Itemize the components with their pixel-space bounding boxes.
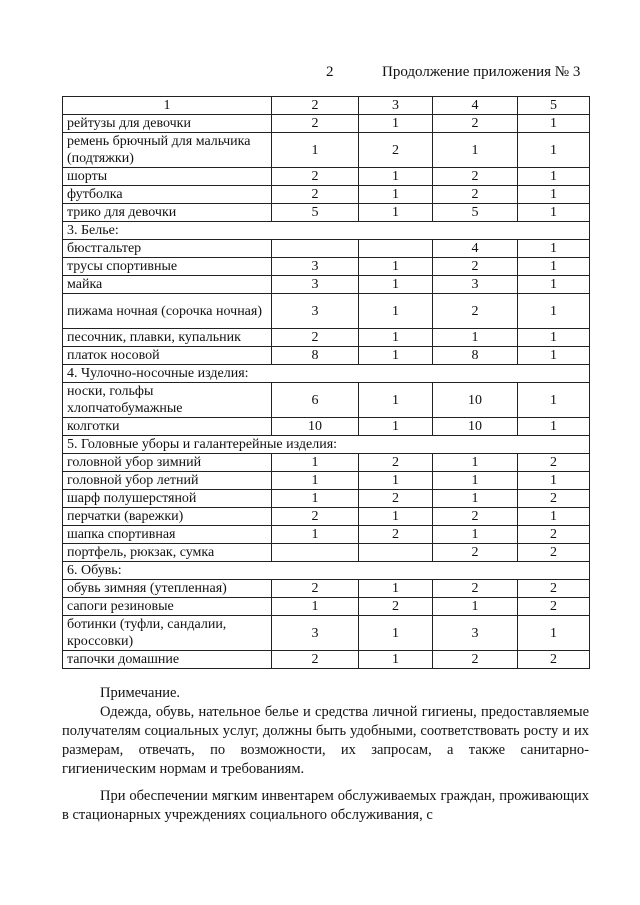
value-cell: 1 [359,347,433,365]
value-cell [272,544,359,562]
value-cell: 2 [433,580,518,598]
value-cell: 1 [359,276,433,294]
appendix-label: Продолжение приложения № 3 [382,64,581,80]
table-row [63,526,590,544]
table-row [63,133,590,168]
value-cell: 4 [433,240,518,258]
column-header: 2 [272,97,359,115]
value-cell: 2 [272,508,359,526]
value-cell: 1 [518,186,590,204]
section-title: 4. Чулочно-носочные изделия: [63,365,590,383]
table-row [63,329,590,347]
value-cell: 1 [518,294,590,329]
note-paragraph: При обеспечении мягким инвентарем обслуживаемых граждан, проживающих в стационарных учреждениях социального обслуживания, с [62,788,589,823]
value-cell [359,240,433,258]
item-name-cell: шарф полушерстяной [63,490,272,508]
table-row [63,580,590,598]
item-name-cell: сапоги резиновые [63,598,272,616]
section-title: 6. Обувь: [63,562,590,580]
value-cell: 2 [518,490,590,508]
value-cell: 5 [433,204,518,222]
note-title: Примечание. [100,685,181,701]
table-row [63,168,590,186]
value-cell: 2 [359,490,433,508]
table-row [63,258,590,276]
value-cell: 2 [518,651,590,669]
value-cell: 1 [359,383,433,418]
value-cell: 1 [518,276,590,294]
section-row [63,436,590,454]
value-cell: 1 [359,651,433,669]
value-cell: 2 [359,454,433,472]
value-cell: 1 [359,329,433,347]
item-name-cell: трико для девочки [63,204,272,222]
value-cell: 2 [433,508,518,526]
item-name-cell: пижама ночная (сорочка ночная) [63,294,272,329]
value-cell: 1 [359,294,433,329]
value-cell: 2 [518,454,590,472]
value-cell: 1 [518,347,590,365]
item-name-cell: песочник, плавки, купальник [63,329,272,347]
table-header-row [63,97,590,115]
value-cell: 3 [433,616,518,651]
value-cell: 1 [359,186,433,204]
value-cell: 1 [518,168,590,186]
value-cell: 5 [272,204,359,222]
value-cell: 1 [359,472,433,490]
value-cell: 2 [272,115,359,133]
value-cell: 1 [518,240,590,258]
column-header: 4 [433,97,518,115]
section-title: 5. Головные уборы и галантерейные изделия: [63,436,590,454]
value-cell: 2 [433,115,518,133]
value-cell: 2 [359,133,433,168]
value-cell: 6 [272,383,359,418]
value-cell: 1 [518,115,590,133]
value-cell: 10 [433,418,518,436]
value-cell: 3 [272,616,359,651]
value-cell [272,240,359,258]
column-header: 1 [63,97,272,115]
value-cell: 1 [518,329,590,347]
table-row [63,276,590,294]
page-header [0,64,640,84]
value-cell: 1 [359,418,433,436]
value-cell: 1 [359,616,433,651]
item-name-cell: тапочки домашние [63,651,272,669]
value-cell: 2 [272,186,359,204]
value-cell: 1 [359,258,433,276]
item-name-cell: трусы спортивные [63,258,272,276]
section-title: 3. Белье: [63,222,590,240]
section-row [63,365,590,383]
item-name-cell: ботинки (туфли, сандалии, кроссовки) [63,616,272,651]
item-name-cell: обувь зимняя (утепленная) [63,580,272,598]
value-cell: 1 [433,329,518,347]
value-cell: 2 [433,544,518,562]
value-cell: 2 [359,526,433,544]
table-row [63,186,590,204]
table-row [63,418,590,436]
value-cell: 3 [272,276,359,294]
value-cell: 2 [518,544,590,562]
table-row [63,454,590,472]
value-cell: 1 [359,580,433,598]
table-body [63,97,590,669]
item-name-cell: платок носовой [63,347,272,365]
value-cell: 1 [518,418,590,436]
item-name-cell: носки, гольфы хлопчатобумажные [63,383,272,418]
value-cell: 1 [433,454,518,472]
value-cell: 1 [433,472,518,490]
value-cell: 1 [518,258,590,276]
value-cell [359,544,433,562]
value-cell: 1 [518,472,590,490]
value-cell: 1 [272,526,359,544]
table-row [63,294,590,329]
table-row [63,508,590,526]
table-row [63,240,590,258]
value-cell: 8 [433,347,518,365]
value-cell: 1 [433,598,518,616]
value-cell: 1 [359,204,433,222]
value-cell: 1 [518,508,590,526]
value-cell: 1 [272,454,359,472]
item-name-cell: футболка [63,186,272,204]
value-cell: 2 [433,651,518,669]
value-cell: 1 [359,115,433,133]
item-name-cell: колготки [63,418,272,436]
item-name-cell: майка [63,276,272,294]
column-header: 3 [359,97,433,115]
item-name-cell: головной убор зимний [63,454,272,472]
value-cell: 1 [359,508,433,526]
value-cell: 2 [272,168,359,186]
value-cell: 3 [433,276,518,294]
column-header: 5 [518,97,590,115]
norms-table [62,96,590,669]
section-row [63,562,590,580]
value-cell: 2 [518,580,590,598]
value-cell: 2 [433,168,518,186]
table-row [63,204,590,222]
value-cell: 2 [433,258,518,276]
value-cell: 1 [518,616,590,651]
table-row [63,651,590,669]
item-name-cell: бюстгальтер [63,240,272,258]
table-row [63,347,590,365]
value-cell: 1 [359,168,433,186]
value-cell: 8 [272,347,359,365]
note-paragraph: Одежда, обувь, нательное белье и средства личной гигиены, предоставляемые получателям социальных услуг, должны быть удобными, соответствовать росту и их размерам, отвечать, по возможности, их запросам, а также санитарно-гигиеническим нормам и требованиям. [62,704,589,777]
section-row [63,222,590,240]
item-name-cell: головной убор летний [63,472,272,490]
table-row [63,472,590,490]
value-cell: 1 [272,472,359,490]
value-cell: 1 [518,133,590,168]
value-cell: 2 [272,651,359,669]
page-number: 2 [326,64,334,80]
table-row [63,383,590,418]
value-cell: 1 [518,383,590,418]
value-cell: 1 [272,133,359,168]
table-row [63,490,590,508]
table-row [63,115,590,133]
value-cell: 1 [433,133,518,168]
item-name-cell: ремень брючный для мальчика (подтяжки) [63,133,272,168]
value-cell: 2 [272,580,359,598]
value-cell: 1 [518,204,590,222]
value-cell: 1 [433,490,518,508]
value-cell: 2 [518,526,590,544]
table-row [63,616,590,651]
value-cell: 3 [272,294,359,329]
value-cell: 1 [272,598,359,616]
table-row [63,598,590,616]
value-cell: 10 [433,383,518,418]
value-cell: 2 [359,598,433,616]
item-name-cell: портфель, рюкзак, сумка [63,544,272,562]
table-row [63,544,590,562]
value-cell: 1 [433,526,518,544]
value-cell: 2 [433,186,518,204]
value-cell: 2 [433,294,518,329]
value-cell: 1 [272,490,359,508]
value-cell: 10 [272,418,359,436]
value-cell: 2 [518,598,590,616]
value-cell: 3 [272,258,359,276]
value-cell: 2 [272,329,359,347]
note-block [62,684,589,825]
item-name-cell: шапка спортивная [63,526,272,544]
item-name-cell: рейтузы для девочки [63,115,272,133]
item-name-cell: шорты [63,168,272,186]
item-name-cell: перчатки (варежки) [63,508,272,526]
